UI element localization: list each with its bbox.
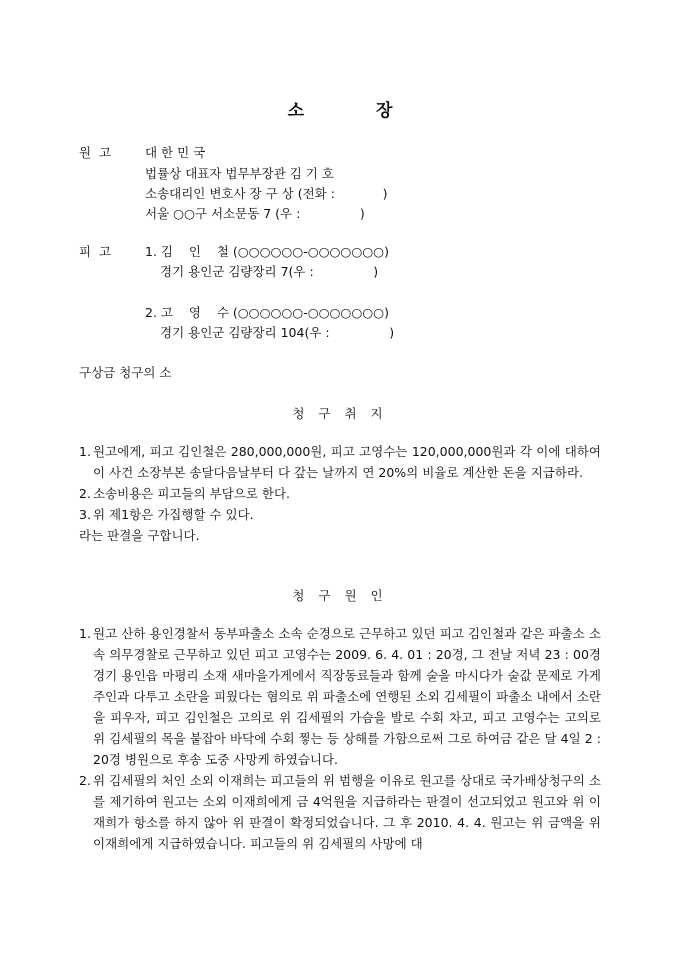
cause-list bbox=[79, 623, 601, 854]
cause-item bbox=[79, 623, 601, 770]
claim-item bbox=[79, 504, 601, 525]
defendant-2-name: 2. 고 영 수 (○○○○○○-○○○○○○○) bbox=[145, 305, 389, 320]
plaintiff-address: 서울 ○○구 서소문동 7 (우 : ) bbox=[145, 206, 365, 221]
claim-item bbox=[79, 441, 601, 483]
document-title bbox=[0, 96, 680, 121]
cause-heading: 청 구 원 인 bbox=[292, 588, 388, 603]
claim-closing: 라는 판결을 구합니다. bbox=[79, 528, 200, 543]
plaintiff-representative: 법률상 대표자 법무부장관 김 기 호 bbox=[145, 166, 334, 181]
defendant-1-address: 경기 용인군 김량장리 7(우 : ) bbox=[160, 264, 379, 279]
defendant-2-address: 경기 용인군 김량장리 104(우 : ) bbox=[160, 325, 395, 340]
defendant-1-name: 1. 김 인 철 (○○○○○○-○○○○○○○) bbox=[145, 244, 389, 259]
cause-item-number: 1. bbox=[79, 626, 91, 641]
plaintiff-name: 대 한 민 국 bbox=[145, 145, 206, 160]
cause-item bbox=[79, 770, 601, 854]
title-char-2: 장 bbox=[376, 101, 393, 121]
cause-item-text: 위 김세필의 처인 소외 이재희는 피고들의 위 범행을 이유로 원고를 상대로 국가배상청구의 소를 제기하여 원고는 소외 이재희에게 금 4억원을 지급하라는 판결이 선고되었고 원고와 위 이재희가 항소를 하지 않아 위 판결이 확정되었습니다. 그 후 2010. 4. 4. 원고는 위 금액을 위 이재희에게 지급하였습니다. 피고들의 위 김세필의 사망에 대 bbox=[93, 773, 601, 851]
plaintiff-label: 원 고 bbox=[79, 145, 112, 160]
claim-list bbox=[79, 441, 601, 546]
case-name: 구상금 청구의 소 bbox=[79, 365, 172, 380]
claim-item-number: 3. bbox=[79, 507, 91, 522]
claim-item bbox=[79, 483, 601, 504]
claim-item-text: 소송비용은 피고들의 부담으로 한다. bbox=[93, 486, 291, 501]
cause-item-number: 2. bbox=[79, 773, 91, 788]
claim-item-text: 위 제1항은 가집행할 수 있다. bbox=[93, 507, 254, 522]
claim-item-number: 1. bbox=[79, 444, 91, 459]
claim-heading: 청 구 취 지 bbox=[292, 406, 388, 421]
title-char-1: 소 bbox=[287, 101, 304, 121]
claim-item-text: 원고에게, 피고 김인철은 280,000,000원, 피고 고영수는 120,000,000원과 각 이에 대하여 이 사건 소장부본 송달다음날부터 다 갚는 날까지 연 20%의 비율로 계산한 돈을 지급하라. bbox=[93, 444, 601, 480]
claim-item-number: 2. bbox=[79, 486, 91, 501]
defendant-label: 피 고 bbox=[79, 244, 112, 259]
cause-item-text: 원고 산하 용인경찰서 동부파출소 소속 순경으로 근무하고 있던 피고 김인철과 같은 파출소 소속 의무경찰로 근무하고 있던 피고 고영수는 2009. 6. 4. 01 : 20경, 그 전날 저녁 23 : 00경 경기 용인읍 마평리 소재 새마을가게에서 직장동료들과 함께 술을 마시다가 술값 문제로 가게주인과 다투고 소란을 피웠다는 혐의로 위 파출소에 연행된 소외 김세필이 파출소 내에서 소란을 피우자, 피고 김인철은 고의로 위 김세필의 가슴을 발로 수회 차고, 피고 고영수는 고의로 위 김세필의 목을 붙잡아 바닥에 수회 찧는 등 상해를 가함으로써 그로 하여금 같은 달 4일 2 : 20경 병원으로 후송 도중 사망케 하였습니다. bbox=[93, 626, 601, 767]
plaintiff-attorney: 소송대리인 변호사 장 구 상 (전화 : ) bbox=[145, 186, 388, 201]
